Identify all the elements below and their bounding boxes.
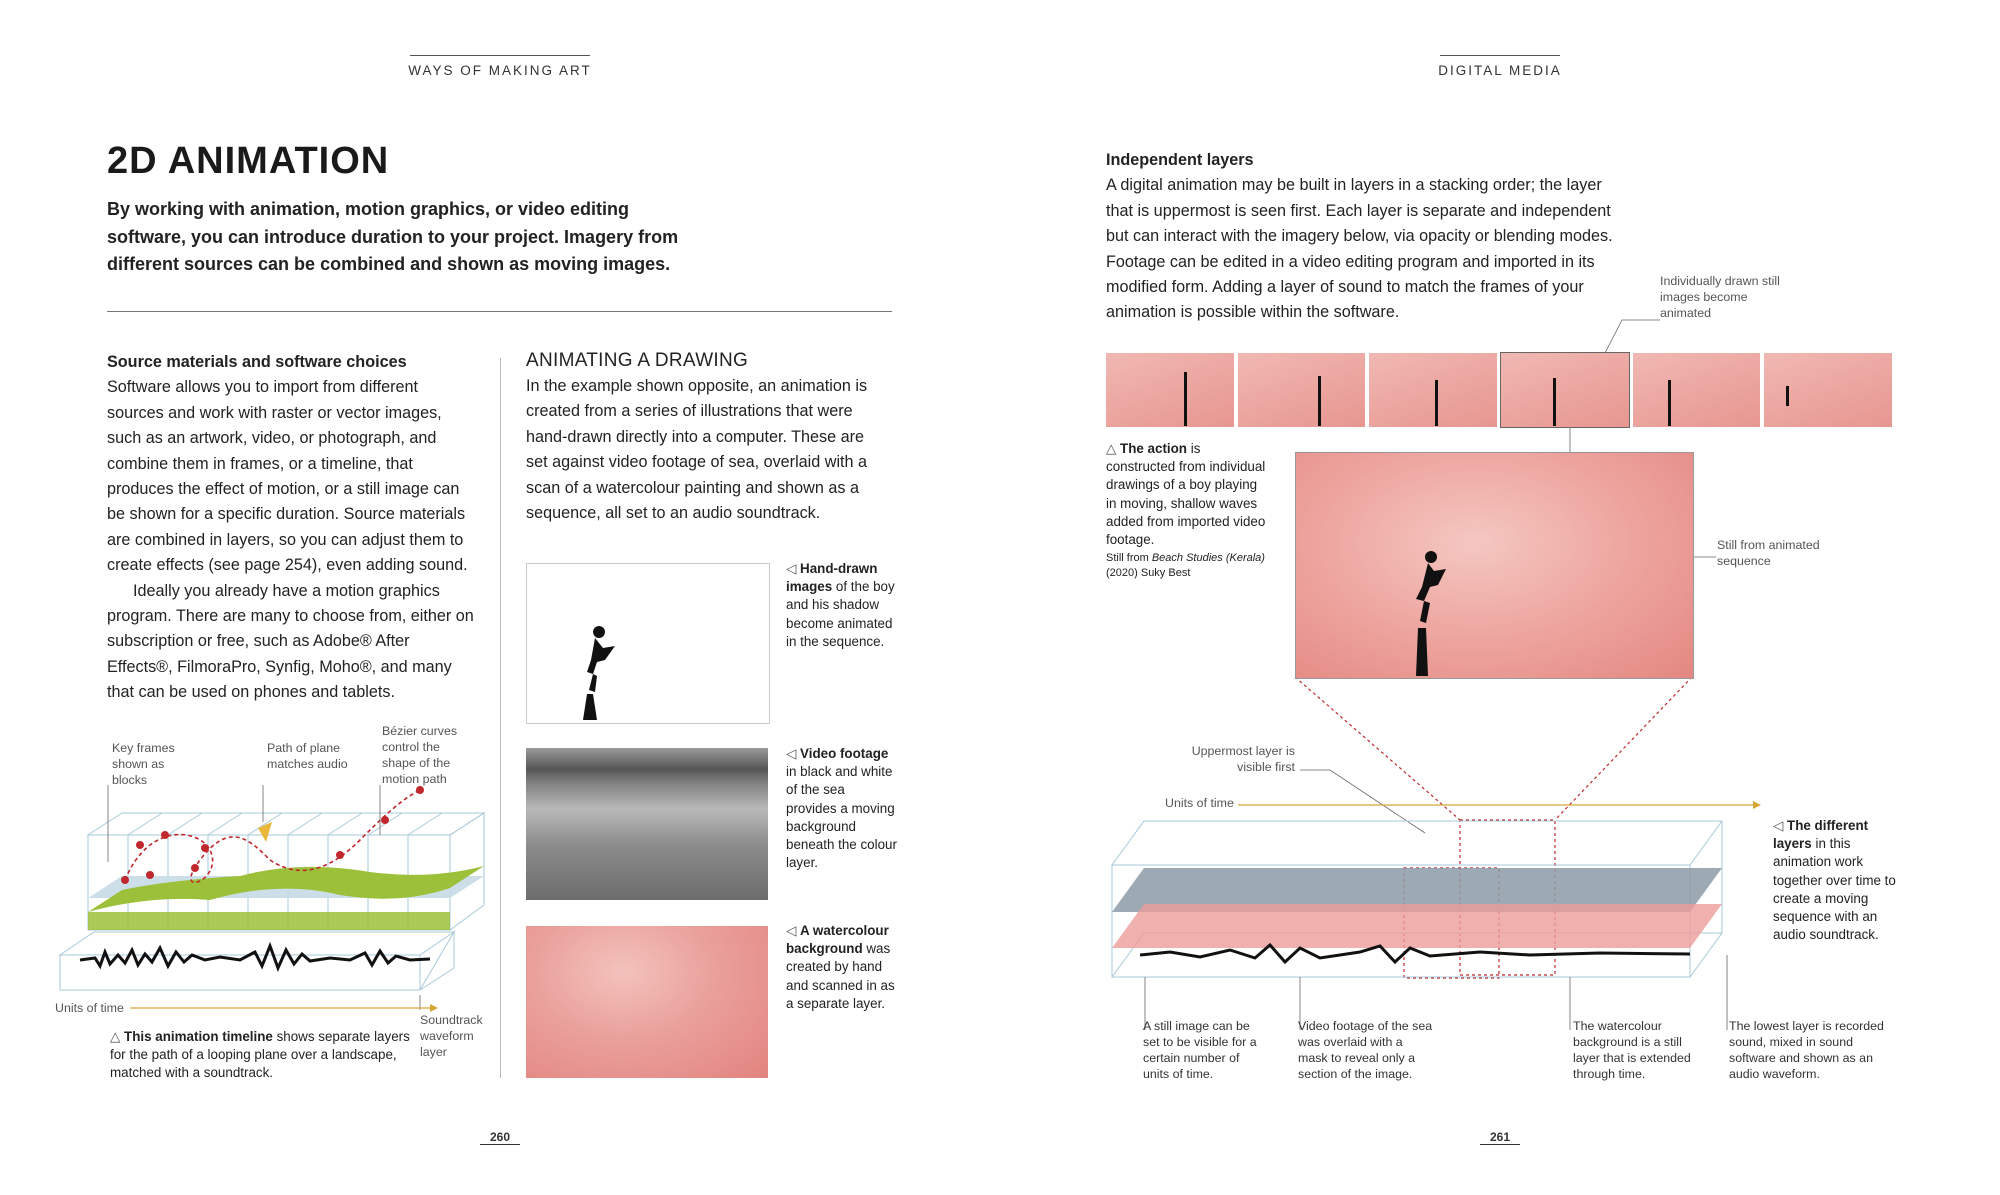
paragraph-independent-layers: A digital animation may be built in layers in a stacking order; the layer that is uppermost is seen first. Each layer is separate and independent but can interact with the imagery below, via opacity or blending modes. Footage can be edited in a video editing program and imported in its modified form. Adding a layer of sound to match the frames of your animation is possible within the software. [1106,176,1613,322]
caption-action-rest: is constructed from individual drawings of a boy playing in moving, shallow waves added from imported video footage. [1106,441,1266,548]
label-soundtrack: Soundtrack waveform layer [420,1013,483,1059]
triangle-left-icon: ◁ [786,561,801,576]
caption-watercolour-bold: A watercolour background [786,923,889,957]
folio-left: 260 [480,1130,520,1145]
caption-timeline-bold: This animation timeline [124,1029,273,1044]
bottom-label-watercolour: The watercolour background is a still layer that is extended through time. [1573,1019,1691,1081]
bottom-label-video-footage: Video footage of the sea was overlaid with a mask to reveal only a section of the image. [1298,1019,1433,1081]
image-credit [1106,551,1266,581]
caption-action [1106,440,1266,581]
credit-suffix: (2020) Suky Best [1106,567,1191,580]
caption-watercolour-rest: was created by hand and scanned in as a separate layer. [786,941,895,1011]
label-keyframes: Key frames shown as blocks [112,741,175,787]
paragraph-animating: In the example shown opposite, an animation is created from a series of illustrations that were hand-drawn directly into a computer. These are set against video footage of sea, overlaid with a scan of a watercolour painting and shown as a sequence, all set to an audio soundtrack. [526,377,868,523]
caption-video-rest: in black and white of the sea provides a moving background beneath the colour layer. [786,764,897,871]
caption-different-layers [1773,817,1903,944]
page-title: 2D ANIMATION [107,140,390,182]
heading-source-materials: Source materials and software choices [107,353,407,371]
still-animated-sequence [1295,452,1694,679]
heading-independent-layers: Independent layers [1106,151,1254,169]
paragraph-1: Software allows you to import from different sources and work with raster or vector images, such as an artwork, video, or photograph, and combine them in frames, or a timeline, that produces the effect of motion, or a still image can be shown for a specific duration. Source materials are combined in layers, so you can adjust them to create effects (see page 254), even adding sound. [107,378,468,575]
triangle-up-icon: △ [1106,441,1121,456]
caption-layers-rest: in this animation work together over time to create a moving sequence with an audio soundtrack. [1773,836,1896,943]
triangle-up-icon: △ [110,1029,125,1044]
label-units-of-time-left: Units of time [55,1001,124,1015]
heading-animating-a-drawing: ANIMATING A DRAWING [526,350,749,371]
caption-hand-drawn-bold: Hand-drawn images [786,561,878,595]
triangle-left-icon: ◁ [786,923,801,938]
bottom-label-still-image: A still image can be set to be visible for a certain number of units of time. [1143,1019,1257,1081]
label-individually-drawn: Individually drawn still images become animated [1660,274,1780,320]
credit-prefix: Still from [1106,552,1152,565]
caption-video-bold: Video footage [800,746,889,761]
paragraph-2: Ideally you already have a motion graphics program. There are many to choose from, either on subscription or free, such as Adobe® After Effects®, FilmoraPro, Synfig, Moho®, and many that can be used on phones and tablets. [107,581,474,702]
label-uppermost-layer: Uppermost layer is visible first [1191,744,1295,774]
label-bezier-curves: Bézier curves control the shape of the motion path [382,724,458,786]
bottom-label-sound: The lowest layer is recorded sound, mixed in sound software and shown as an audio waveform. [1729,1019,1884,1081]
running-head-right: DIGITAL MEDIA [1438,63,1562,78]
label-path-of-plane: Path of plane matches audio [267,741,348,771]
label-still-from-sequence: Still from animated sequence [1717,538,1820,568]
intro-text: By working with animation, motion graphics, or video editing software, you can introduce duration to your project. Imagery from different sources can be combined and shown as moving images. [107,199,679,274]
boy-silhouette-icon [1296,453,1693,678]
folio-right: 261 [1480,1130,1520,1145]
label-units-of-time-right: Units of time [1165,796,1234,810]
caption-hand-drawn-rest: of the boy and his shadow become animated in the sequence. [786,579,895,649]
running-head-left: WAYS OF MAKING ART [408,63,592,78]
caption-action-bold: The action [1120,441,1187,456]
triangle-left-icon: ◁ [1773,818,1788,833]
caption-layers-bold: The different layers [1773,818,1869,852]
triangle-left-icon: ◁ [786,746,801,761]
credit-title: Beach Studies (Kerala) [1151,552,1265,565]
caption-timeline-rest: shows separate layers for the path of a looping plane over a landscape, matched with a soundtrack. [110,1029,410,1081]
